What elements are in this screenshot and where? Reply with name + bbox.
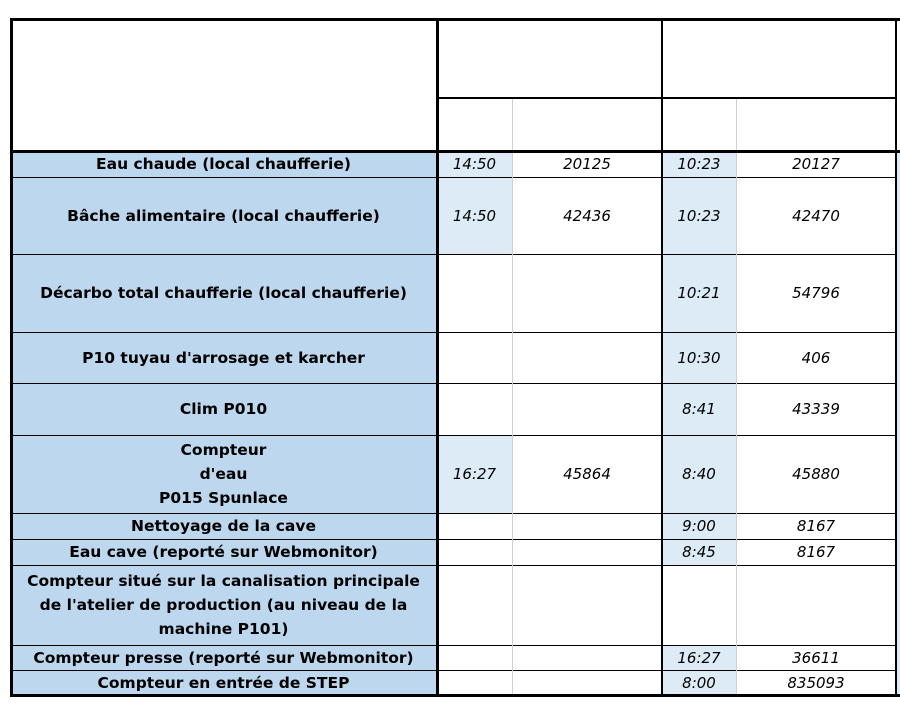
volume-cell-day1 [512, 254, 662, 332]
hour-cell-day1: 14:50 [437, 151, 512, 177]
hour-column-header [437, 97, 512, 151]
volume-cell-day1 [512, 513, 662, 539]
name-column-border [436, 18, 439, 695]
hour-cell-day1 [437, 539, 512, 565]
day-group-border [661, 18, 663, 695]
hour-cell-day2: 9:00 [662, 513, 736, 539]
hour-cell-day2: 8:45 [662, 539, 736, 565]
volume-cell-day2: 835093 [787, 673, 845, 692]
hour-cell-day2: 10:23 [662, 151, 736, 177]
meter-name: P10 tuyau d'arrosage et karcher [82, 348, 365, 367]
grid-line [10, 645, 437, 646]
grid-line [10, 565, 437, 566]
volume-cell-day2: 45880 [792, 465, 840, 483]
meter-name-cell [10, 383, 437, 435]
volume-cell-day2: 43339 [792, 400, 840, 418]
hour-cell-day1 [437, 565, 512, 645]
meter-name: Bâche alimentaire (local chaufferie) [67, 206, 380, 225]
hour-cell-day1 [437, 332, 512, 383]
date-group-header [437, 18, 662, 97]
meter-name: Eau chaude (local chaufferie) [96, 155, 351, 173]
volume-cell-day2: 406 [801, 348, 831, 367]
grid-line [10, 539, 437, 540]
hour-cell-day2: 8:40 [662, 435, 736, 513]
hour-cell-day2: 8:41 [662, 383, 736, 435]
meter-name: Compteur presse (reporté sur Webmonitor) [33, 648, 414, 667]
hour-cell-day2: 10:23 [662, 177, 736, 254]
grid-line [437, 645, 896, 646]
meter-name-cell [10, 513, 437, 539]
hour-cell-day1 [437, 513, 512, 539]
meter-name: Compteur en entrée de STEP [97, 673, 350, 692]
grid-line [10, 383, 437, 384]
meter-name: Compteur situé sur la canalisation principale de l'atelier de production (au niveau de la machine P101) [27, 572, 420, 638]
hour-column-header [662, 97, 736, 151]
table-bottom-border [10, 694, 900, 697]
table-left-border [10, 18, 13, 697]
volume-column-header [736, 97, 896, 151]
grid-line [437, 539, 896, 540]
meter-name-cell [10, 332, 437, 383]
meter-name: Décarbo total chaufferie (local chaufferie) [40, 284, 407, 302]
name-column-header [10, 18, 437, 151]
volume-cell-day2: 42470 [792, 206, 840, 225]
volume-column-header [512, 97, 662, 151]
volume-cell-day2: 8167 [796, 517, 836, 535]
hour-cell-day1: 16:27 [437, 435, 512, 513]
grid-line [10, 332, 437, 333]
grid-line [437, 177, 896, 178]
day-group-border [895, 18, 897, 695]
grid-line [437, 435, 896, 436]
grid-line [437, 513, 896, 514]
volume-cell-day1 [512, 332, 662, 383]
volume-cell-day1 [512, 645, 662, 670]
meter-name-cell [10, 177, 437, 254]
meter-name-cell [10, 435, 437, 513]
volume-cell-day1 [512, 539, 662, 565]
volume-cell-day1: 45864 [563, 465, 611, 483]
grid-line [10, 435, 437, 436]
hour-cell-day2: 16:27 [662, 645, 736, 670]
meter-name: Nettoyage de la cave [131, 517, 316, 535]
header-divider [437, 97, 896, 99]
volume-cell-day2: 20127 [792, 155, 840, 173]
volume-cell-day1 [512, 383, 662, 435]
hour-cell-day2: 10:30 [662, 332, 736, 383]
meter-name-cell [10, 151, 437, 177]
hour-cell-day2 [662, 565, 736, 645]
meter-name: Eau cave (reporté sur Webmonitor) [69, 543, 378, 561]
grid-line [10, 254, 437, 255]
volume-cell-day1 [512, 565, 662, 645]
hour-cell-day1 [437, 670, 512, 695]
table-top-border [10, 18, 900, 21]
grid-line [736, 97, 737, 695]
volume-cell-day1: 20125 [563, 155, 611, 173]
date-group-header [662, 18, 896, 97]
meter-name: Clim P010 [179, 400, 268, 418]
volume-cell-day2 [736, 565, 896, 645]
grid-line [437, 565, 896, 566]
grid-line [10, 177, 437, 178]
meter-name-cell [10, 670, 437, 695]
hour-cell-day1: 14:50 [437, 177, 512, 254]
hour-cell-day1 [437, 383, 512, 435]
grid-line [10, 670, 437, 671]
volume-cell-day2: 54796 [792, 284, 840, 302]
hour-cell-day1 [437, 254, 512, 332]
volume-cell-day2: 8167 [796, 543, 836, 561]
volume-cell-day1 [512, 670, 662, 695]
grid-line [512, 97, 513, 695]
meter-name: Compteur d'eau P015 Spunlace [159, 441, 288, 507]
hour-cell-day2: 10:21 [662, 254, 736, 332]
meter-name-cell [10, 254, 437, 332]
grid-line [437, 254, 896, 255]
grid-line [437, 332, 896, 333]
hour-cell-day2: 8:00 [662, 670, 736, 695]
grid-line [10, 513, 437, 514]
volume-cell-day2: 36611 [792, 648, 840, 667]
hour-cell-day1 [437, 645, 512, 670]
grid-line [437, 383, 896, 384]
header-bottom-border [10, 150, 900, 153]
volume-cell-day1: 42436 [563, 206, 611, 225]
meter-name-cell [10, 539, 437, 565]
meter-name-cell [10, 565, 437, 645]
meter-name-cell [10, 645, 437, 670]
grid-line [437, 670, 896, 671]
